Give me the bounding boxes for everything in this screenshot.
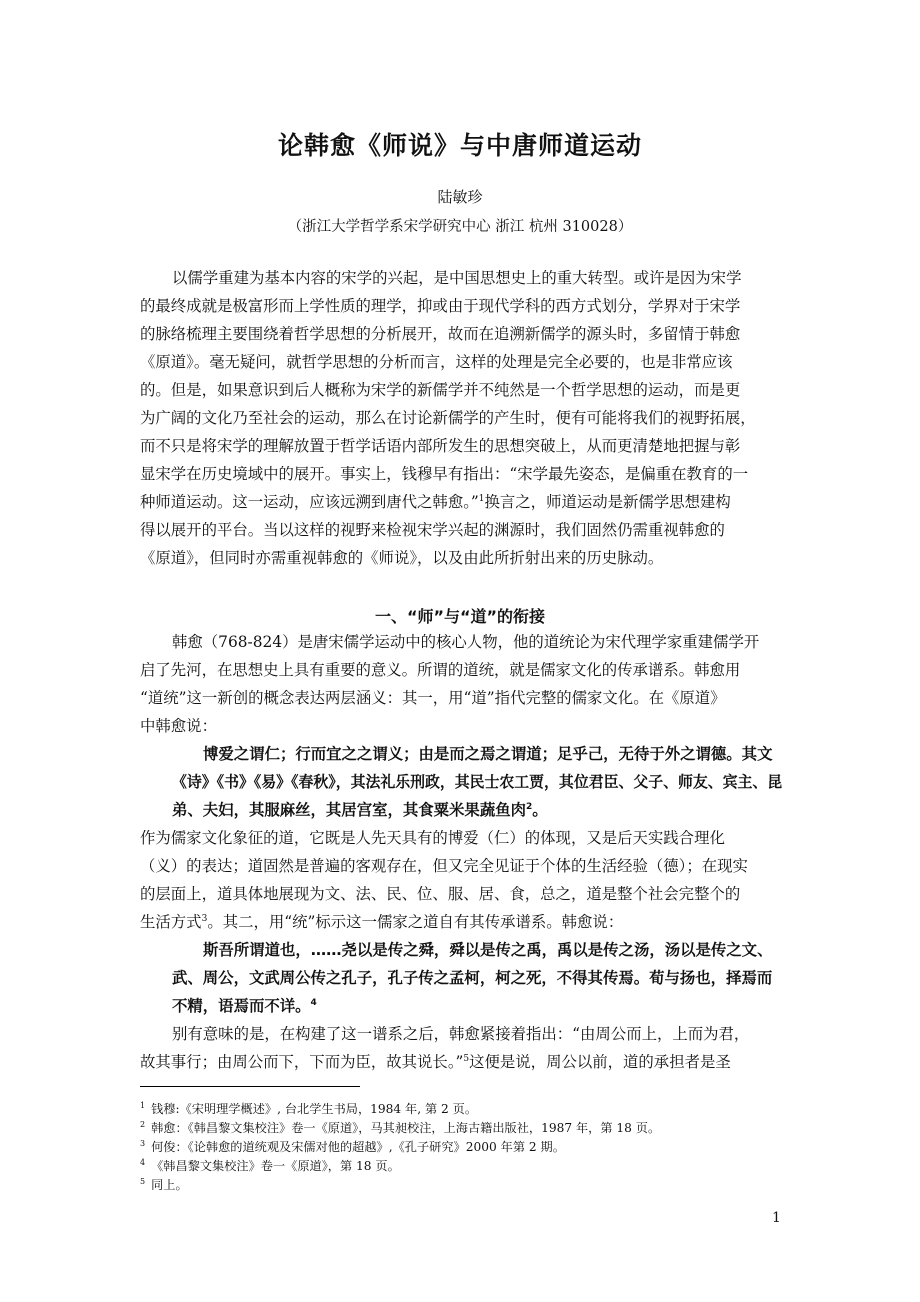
quote-line xyxy=(172,800,548,820)
intro-line xyxy=(140,492,780,512)
footnote-ref: 2 xyxy=(526,801,533,812)
quote-line: 斯吾所谓道也，……尧以是传之舜，舜以是传之禹，禹以是传之汤，汤以是传之文、 xyxy=(203,941,773,959)
intro-line-text: 换言之，师道运动是新儒学思想建构 xyxy=(484,493,731,511)
intro-line: 显宋学在历史境域中的展开。事实上，钱穆早有指出：“宋学最先姿态，是偏重在教育的一 xyxy=(140,465,749,483)
intro-line: 的脉络梳理主要围绕着哲学思想的分析展开，故而在追溯新儒学的源头时，多留情于韩愈 xyxy=(140,325,741,343)
footnote-number: 2 xyxy=(140,1120,146,1129)
footnote xyxy=(140,1098,477,1117)
body-line: 中韩愈说： xyxy=(140,717,217,735)
footnote-rule xyxy=(140,1086,360,1087)
body-line xyxy=(140,912,780,932)
quote-line-text: 不精，语焉而不详。 xyxy=(172,997,311,1015)
intro-line: 《原道》。毫无疑问，就哲学思想的分析而言，这样的处理是完全必要的，也是非常应该 xyxy=(140,353,733,371)
body-line-text: 这便是说，周公以前，道的承担者是圣 xyxy=(469,1053,731,1071)
body-line xyxy=(140,1052,780,1072)
footnote-ref: 1 xyxy=(478,493,485,504)
quote-line xyxy=(172,996,317,1016)
body-line: 别有意味的是，在构建了这一谱系之后，韩愈紧接着指出：“由周公而上，上而为君， xyxy=(172,1025,750,1043)
footnote-number: 5 xyxy=(140,1177,146,1186)
body-line: 的层面上，道具体地展现为文、法、民、位、服、居、食，总之，道是整个社会完整个的 xyxy=(140,885,741,903)
intro-line: 的最终成就是极富形而上学性质的理学，抑或由于现代学科的西方式划分，学界对于宋学 xyxy=(140,297,741,315)
intro-line: 《原道》，但同时亦需重视韩愈的《师说》，以及由此所折射出来的历史脉动。 xyxy=(140,549,664,567)
body-line-text: 故其事行；由周公而下，下而为臣，故其说长。” xyxy=(140,1053,464,1071)
footnote xyxy=(140,1117,660,1136)
footnote xyxy=(140,1174,188,1193)
footnote xyxy=(140,1136,565,1155)
footnote-text: 钱穆:《宋明理学概述》, 台北学生书局，1984 年, 第 2 页。 xyxy=(151,1102,478,1117)
footnote-number: 4 xyxy=(140,1158,146,1167)
quote-line-text: 弟、夫妇，其服麻丝，其居宫室，其食粟米果蔬鱼肉 xyxy=(172,801,526,819)
footnote-text: 同上。 xyxy=(151,1178,188,1193)
intro-line: 而不只是将宋学的理解放置于哲学话语内部所发生的思想突破上，从而更清楚地把握与彰 xyxy=(140,437,741,455)
page-title: 论韩愈《师说》与中唐师道运动 xyxy=(277,131,642,160)
intro-line: 以儒学重建为基本内容的宋学的兴起，是中国思想史上的重大转型。或许是因为宋学 xyxy=(172,269,742,287)
footnote-number: 3 xyxy=(140,1139,146,1148)
intro-line: 为广阔的文化乃至社会的运动，那么在讨论新儒学的产生时，便有可能将我们的视野拓展， xyxy=(140,409,756,427)
footnote-text: 何俊：《论韩愈的道统观及宋儒对他的超越》,《孔子研究》2000 年第 2 期。 xyxy=(151,1140,565,1155)
quote-line: 武、周公，文武周公传之孔子，孔子传之孟柯，柯之死，不得其传焉。荀与扬也，择焉而 xyxy=(172,969,773,987)
body-line-text: 生活方式 xyxy=(140,913,202,931)
page-number: 1 xyxy=(772,1210,781,1226)
footnote xyxy=(140,1155,400,1174)
footnote-ref: 5 xyxy=(463,1053,470,1064)
footnote-ref: 3 xyxy=(201,913,208,924)
quote-line: 《诗》《书》《易》《春秋》，其法礼乐刑政，其民士农工贾，其位君臣、父子、师友、宾主、昆 xyxy=(172,773,783,791)
body-line: 作为儒家文化象征的道，它既是人先天具有的博爱（仁）的体现，又是后天实践合理化 xyxy=(140,829,725,847)
intro-line-text: 种师道运动。这一运动，应该远溯到唐代之韩愈。” xyxy=(140,493,479,511)
body-line: 韩愈（768-824）是唐宋儒学运动中的核心人物，他的道统论为宋代理学家重建儒学开 xyxy=(172,633,760,651)
body-line-text: 。其二，用“统”标示这一儒家之道自有其传承谱系。韩愈说： xyxy=(207,913,624,931)
footnote-text: 《韩昌黎文集校注》卷一《原道》，第 18 页。 xyxy=(151,1159,400,1174)
affiliation: （浙江大学哲学系宋学研究中心 浙江 杭州 310028） xyxy=(287,219,633,235)
footnote-text: 韩愈：《韩昌黎文集校注》卷一《原道》，马其昶校注，上海古籍出版社，1987 年，第 18 页。 xyxy=(151,1121,661,1136)
author: 陆敏珍 xyxy=(437,188,483,206)
body-line: （义）的表达；道固然是普遍的客观存在，但又完全见证于个体的生活经验（德）；在现实 xyxy=(140,857,748,875)
quote-line-text: 。 xyxy=(532,801,548,819)
intro-line: 的。但是，如果意识到后人概称为宋学的新儒学并不纯然是一个哲学思想的运动，而是更 xyxy=(140,381,741,399)
body-line: “道统”这一新创的概念表达两层涵义：其一，用“道”指代完整的儒家文化。在《原道》 xyxy=(140,689,726,707)
body-line: 启了先河，在思想史上具有重要的意义。所谓的道统，就是儒家文化的传承谱系。韩愈用 xyxy=(140,661,741,679)
intro-line: 得以展开的平台。当以这样的视野来检视宋学兴起的渊源时，我们固然仍需重视韩愈的 xyxy=(140,521,725,539)
footnote-number: 1 xyxy=(140,1101,146,1110)
quote-line: 博爱之谓仁；行而宜之之谓义；由是而之焉之谓道；足乎己，无待于外之谓德。其文 xyxy=(203,745,773,763)
footnote-ref: 4 xyxy=(310,997,317,1008)
section-heading: 一、“师”与“道”的衔接 xyxy=(374,607,546,626)
